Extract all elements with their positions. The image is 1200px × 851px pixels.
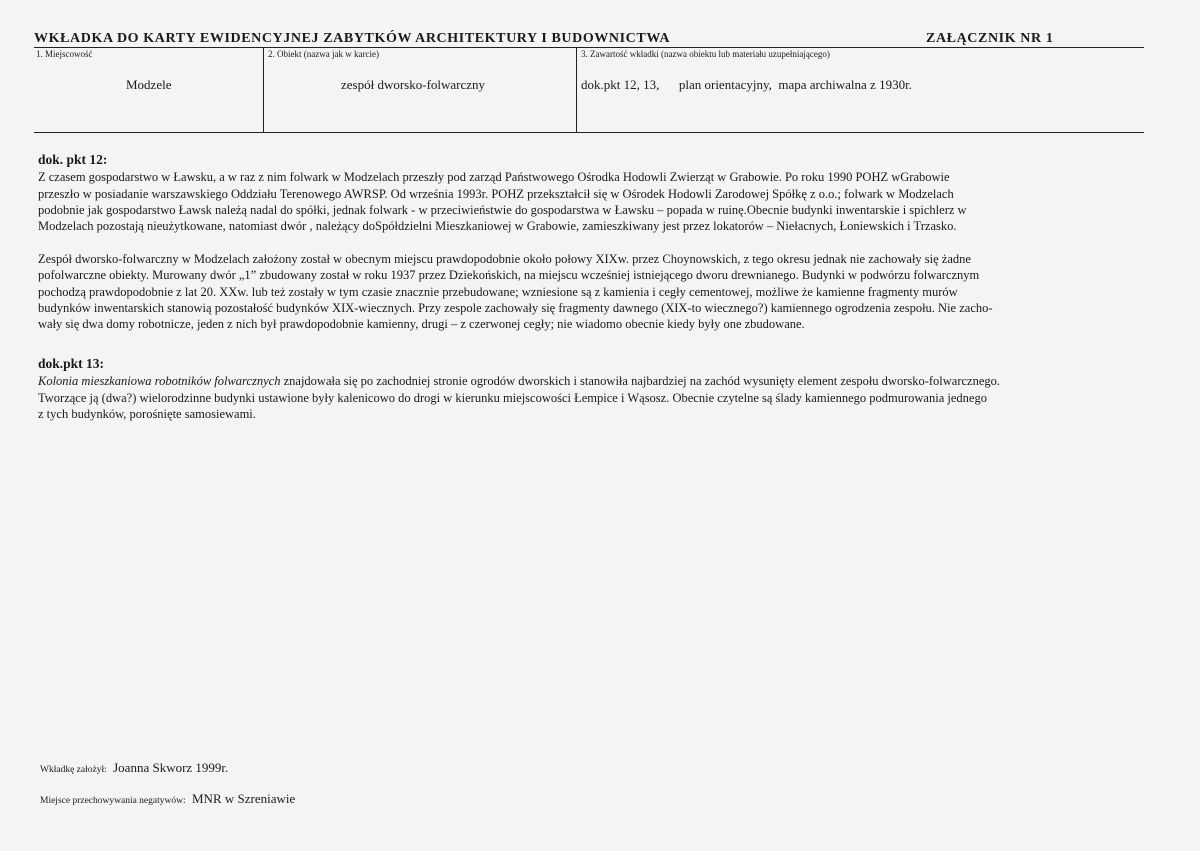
storage-label: Miejsce przechowywania negatywów: (40, 796, 186, 806)
colony-name: Kolonia mieszkaniowa robotników folwarcznych (38, 374, 281, 389)
field-divider-2 (576, 47, 577, 132)
section-13 (38, 356, 1000, 422)
place-value: Modzele (126, 77, 172, 92)
object-label: 2. Obiekt (nazwa jak w karcie) (268, 49, 379, 59)
storage-value: MNR w Szreniawie (192, 791, 296, 806)
section-13-line (38, 373, 1000, 389)
document-title: WKŁADKA DO KARTY EWIDENCYJNEJ ZABYTKÓW ARCHITEKTURY I BUDOWNICTWA (34, 31, 671, 46)
object-value: zespół dworsko-folwarczny (341, 77, 486, 92)
header-bottom-rule (34, 132, 1144, 133)
content-label: 3. Zawartość wkładki (nazwa obiektu lub materiału uzupełniającego) (581, 49, 830, 59)
history-line: Zespół dworsko-folwarczny w Modzelach założony został w obecnym miejscu prawdopodobnie około połowy XIXw. przez Choynowskich, z tego okresu jednak nie zachowały się żadne (38, 252, 971, 266)
history-line: wały się dwa domy robotnicze, jeden z nich był prawdopodobnie kamienny, drugi – z czerwonej cegły; nie wiadomo obecnie kiedy były one zbudowane. (38, 317, 805, 332)
section-12-line: przeszło w posiadanie warszawskiego Oddziału Terenowego AWRSP. Od września 1993r. POHZ przekształcił się w Ośrodek Hodowli Zarodowej Spółkę z o.o.; folwark w Modzelach (38, 186, 954, 201)
place-label: 1. Miejscowość (36, 49, 93, 59)
author-label: Wkładkę założył: (40, 765, 107, 775)
section-12-line: podobnie jak gospodarstwo Ławsk należą nadal do spółki, jednak folwark - w przeciwieństwie do gospodarstwa w Ławsku – popada w ruinę.Obecnie budynki inwentarskie i spichlerz w (38, 202, 967, 217)
header-top-rule (34, 47, 1144, 48)
section-13-line: Tworzące ją (dwa?) wielorodzinne budynki ustawione były kalenicowo do drogi w kierunku miejscowości Łempice i Wąsosz. Obecnie czytelne są ślady kamiennego podmurowania jednego (38, 390, 987, 405)
section-13-title: dok.pkt 13: (38, 356, 105, 371)
author-line (40, 760, 228, 776)
author-value: Joanna Skworz 1999r. (113, 760, 229, 775)
attachment-number: ZAŁĄCZNIK NR 1 (926, 31, 1054, 46)
storage-line (40, 791, 295, 807)
section-12 (38, 152, 967, 234)
field-divider-1 (263, 47, 264, 132)
section-13-line-rest: znajdowała się po zachodniej stronie ogrodów dworskich i stanowiła najbardziej na zachód wysunięty element zespołu dworsko-folwarcznego. (280, 374, 1001, 389)
section-12-line: Z czasem gospodarstwo w Ławsku, a w raz z nim folwark w Modzelach przeszły pod zarząd Państwowego Ośrodka Hodowli Zwierząt w Grabowie. Po roku 1990 POHZ wGrabowie (38, 170, 950, 185)
history-line: pochodzą prawdopodobnie z lat 20. XXw. lub też zostały w tym czasie znacznie przebudowane; wzniesione są z kamienia i cegły cementowej, możliwe że kamienne fragmenty murów (38, 284, 958, 299)
history-line: pofolwarczne obiekty. Murowany dwór „1” zbudowany został w roku 1937 przez Dziekońskich, na miejscu wcześniej istniejącego dworu drewnianego. Budynki w podwórzu folwarcznym (38, 268, 980, 283)
section-13-line: z tych budynków, porośnięte samosiewami. (38, 406, 256, 421)
content-value: dok.pkt 12, 13, plan orientacyjny, mapa archiwalna z 1930r. (581, 77, 912, 92)
section-12-line: Modzelach pozostają nieużytkowane, natomiast dwór , należący doSpółdzielni Mieszkaniowej w Grabowie, zamieszkiwany jest przez lokatorów – Niełacnych, Łoniewskich i Trzasko. (38, 219, 957, 234)
section-12-title: dok. pkt 12: (38, 152, 108, 167)
history-line: budynków inwentarskich stanowią pozostałość budynków XIX-wiecznych. Przy zespole zachowały się fragmenty dawnego (XIX-to wiecznego?) kamiennego ogrodzenia zespołu. Nie zacho- (38, 300, 993, 315)
section-12-history (38, 251, 993, 332)
